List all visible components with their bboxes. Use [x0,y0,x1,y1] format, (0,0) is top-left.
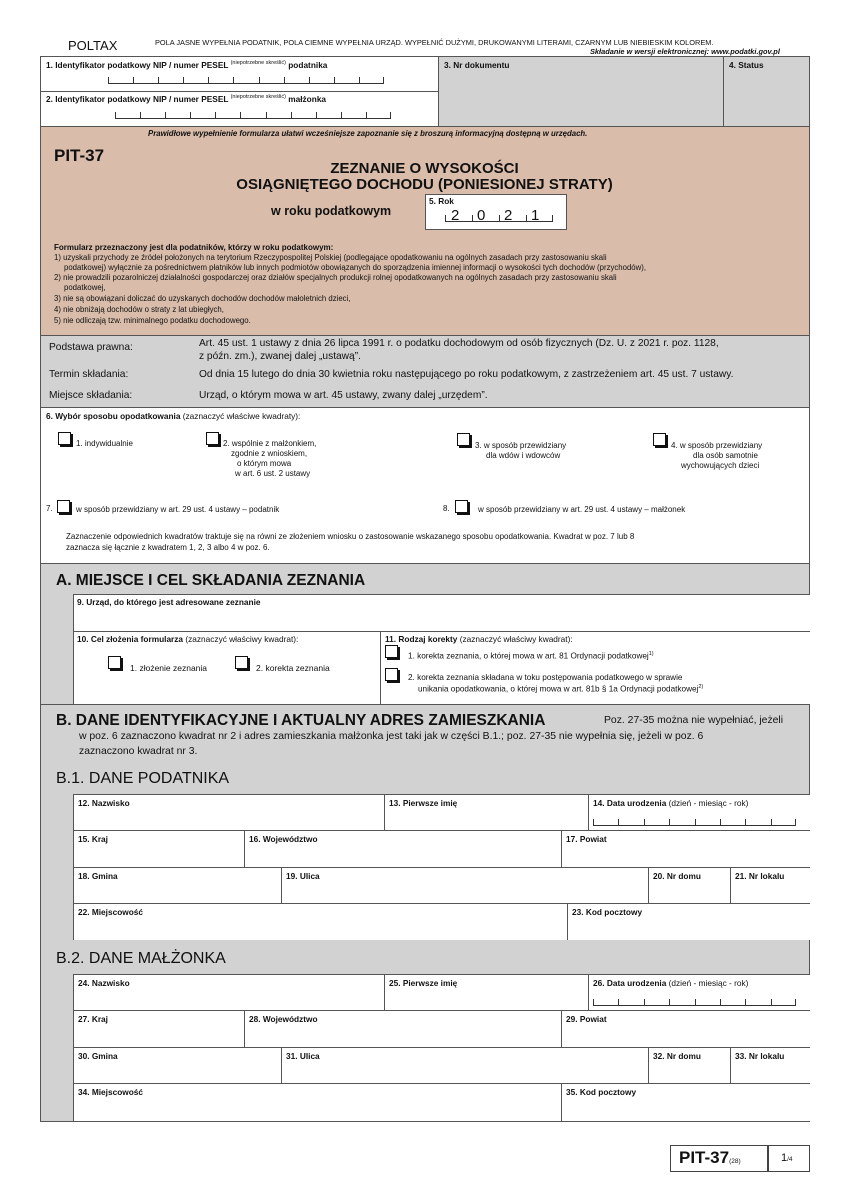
footer-page: 1/4 [781,1152,793,1164]
field-14-date-input[interactable] [593,820,796,826]
field-34-label: 34. Miejscowość [78,1087,144,1097]
taxation-opt2-checkbox[interactable] [206,432,219,445]
cell-tick [215,112,216,118]
cell-tick [499,215,500,221]
field-21-label: 21. Nr lokalu [735,871,785,881]
cell-tick [309,77,310,83]
field-30-label: 30. Gmina [78,1051,118,1061]
field-1-label: 1. Identyfikator podatkowy NIP / numer PESEL $^{(niepotrzebne skreślić)}$ podatnika [46,60,328,70]
cell-tick [695,819,696,825]
year-digit-2: 0 [477,207,486,224]
field-9-label: 9. Urząd, do którego jest adresowane zeznanie [77,597,261,607]
field-17-label: 17. Powiat [566,834,607,844]
taxation-opt2-line4: w art. 6 ust. 2 ustawy [235,469,311,478]
year-digit-3: 2 [504,207,513,224]
field-26-date-input[interactable] [593,1000,796,1006]
section-b-note-2: w poz. 6 zaznaczono kwadrat nr 2 i adres zamieszkania małżonka jest taki jak w części B.1.; poz. 27-35 nie wypełnia się, jeżeli w poz. 6 [79,731,704,742]
field-22-label: 22. Miejscowość [78,907,144,917]
cell-tick [593,819,594,825]
section-b-note-3: zaznaczono kwadrat nr 3. [79,746,198,757]
field-2-nip-input[interactable] [115,113,391,119]
year-digit-1: 2 [451,207,460,224]
cell-tick [158,77,159,83]
cell-tick [366,112,367,118]
field-26-label: 26. Data urodzenia (dzień - miesiąc - rok) [593,978,749,988]
field-28-label: 28. Województwo [249,1014,318,1024]
field-29-label: 29. Powiat [566,1014,607,1024]
header-instructions: POLA JASNE WYPEŁNIA PODATNIK, POLA CIEMNE WYPEŁNIA URZĄD. WYPEŁNIĆ DUŻYMI, DRUKOWANYMI LITERAMI, CZARNYM LUB NIEBIESKIM KOLOREM. [155,38,714,47]
taxation-note-2: zaznacza się łącznie z kwadratem 1, 2, 3 albo 4 w poz. 6. [66,543,270,552]
taxation-opt3-line2: dla wdów i wdowców [486,451,561,460]
section-b-note-1: Poz. 27-35 można nie wypełniać, jeżeli [604,715,784,726]
intended-item-5: 5) nie odliczają tzw. minimalnego podatku dochodowego. [54,316,251,325]
cell-tick [526,215,527,221]
field-10-opt2-label: 2. korekta zeznania [256,663,330,673]
cell-tick [108,77,109,83]
intended-item-2: 2) nie prowadzili pozarolniczej działalności gospodarczej oraz działów specjalnych produkcji rolnej opodatkowanych na ogólnych zasadach przy zastosowaniu skali [54,273,617,282]
cell-tick [745,819,746,825]
header-electronic-note: Składanie w wersji elektronicznej: www.podatki.gov.pl [590,47,780,56]
cell-tick [240,112,241,118]
title-block [41,127,809,335]
year-prefix: w roku podatkowym [271,204,392,218]
cell-tick [593,999,594,1005]
field-10-opt1-label: 1. złożenie zeznania [130,663,208,673]
field-11-opt1-label: 1. korekta zeznania, o której mowa w art. 81 Ordynacji podatkowej$^{1)}$ [408,651,654,661]
field-11-label: 11. Rodzaj korekty (zaznaczyć właściwy kwadrat): [385,634,573,644]
cell-tick [795,819,796,825]
cell-tick [644,819,645,825]
field-11-opt1-checkbox[interactable] [385,645,398,658]
taxation-opt8-checkbox[interactable] [455,500,468,513]
cell-tick [133,77,134,83]
intended-item-1b: podatkowej) wyłącznie za pośrednictwem płatników lub innych podmiotów obowiązanych do sporządzenia imiennej informacji o wysokości tych dochodów (przychodów), [64,263,647,272]
legal-basis-text-2: z późn. zm.), zwanej dalej „ustawą”. [199,351,361,362]
cell-tick [359,77,360,83]
taxation-label: 6. Wybór sposobu opodatkowania (zaznaczyć właściwe kwadraty): [46,411,301,421]
field-33-label: 33. Nr lokalu [735,1051,785,1061]
cell-tick [445,215,446,221]
place-label: Miejsce składania: [49,390,133,401]
cell-tick [266,112,267,118]
cell-tick [771,819,772,825]
cell-tick [745,999,746,1005]
section-a-title: A. MIEJSCE I CEL SKŁADANIA ZEZNANIA [56,572,366,589]
cell-tick [284,77,285,83]
cell-tick [291,112,292,118]
cell-tick [552,215,553,221]
field-3-label: 3. Nr dokumentu [444,60,510,70]
cell-tick [115,112,116,118]
deadline-label: Termin składania: [49,369,129,380]
section-b-title: B. DANE IDENTYFIKACYJNE I AKTUALNY ADRES ZAMIESZKANIA [56,712,546,729]
cell-tick [140,112,141,118]
info-line: Prawidłowe wypełnienie formularza ułatwi wcześniejsze zapoznanie się z broszurą informacyjną dostępną w urzędach. [148,129,588,138]
cell-tick [334,77,335,83]
cell-tick [644,999,645,1005]
field-1-nip-input[interactable] [108,78,384,84]
field-20-label: 20. Nr domu [653,871,701,881]
cell-tick [208,77,209,83]
field-25-label: 25. Pierwsze imię [389,978,458,988]
cell-tick [771,999,772,1005]
intended-item-1: 1) uzyskali przychody ze źródeł położonych na terytorium Rzeczypospolitej Polskiej (podlegające opodatkowaniu na ogólnych zasadach przy zastosowaniu skali [54,253,607,262]
intended-item-2b: podatkowej, [64,283,106,292]
taxation-opt2-line3: o którym mowa [237,459,292,468]
cell-tick [383,77,384,83]
field-31-label: 31. Ulica [286,1051,320,1061]
taxation-opt7-number: 7. [46,504,53,513]
cell-tick [183,77,184,83]
field-11-opt2-label-a: 2. korekta zeznania składana w toku postępowania podatkowego w sprawie [408,673,683,682]
field-27-label: 27. Kraj [78,1014,108,1024]
cell-tick [233,77,234,83]
taxation-opt8-label: w sposób przewidziany w art. 29 ust. 4 ustawy – małżonek [478,505,686,514]
field-15-label: 15. Kraj [78,834,108,844]
intended-item-3: 3) nie są obowiązani doliczać do uzyskanych dochodów dochodów małoletnich dzieci, [54,294,351,303]
intended-heading: Formularz przeznaczony jest dla podatników, którzy w roku podatkowym: [54,243,334,252]
field-10-label: 10. Cel złożenia formularza (zaznaczyć właściwy kwadrat): [77,634,299,644]
taxation-opt4-line3: wychowujących dzieci [681,461,760,470]
cell-tick [669,819,670,825]
cell-tick [341,112,342,118]
taxation-opt3-checkbox[interactable] [457,433,470,446]
cell-tick [618,819,619,825]
cell-tick [720,999,721,1005]
deadline-text: Od dnia 15 lutego do dnia 30 kwietnia roku następującego po roku podatkowym, z zastrzeżeniem art. 45 ust. 7 ustawy. [199,369,734,380]
taxation-opt7-label: w sposób przewidziany w art. 29 ust. 4 ustawy – podatnik [76,505,280,514]
form-brand: POLTAX [68,38,118,53]
b2-title: B.2. DANE MAŁŻONKA [56,950,226,967]
field-2-label: 2. Identyfikator podatkowy NIP / numer PESEL $^{(niepotrzebne skreślić)}$ małżonka [46,94,327,104]
field-19-label: 19. Ulica [286,871,320,881]
taxation-opt8-number: 8. [443,504,450,513]
field-10-opt2-checkbox[interactable] [235,656,248,669]
field-23-label: 23. Kod pocztowy [572,907,643,917]
cell-tick [795,999,796,1005]
taxation-opt4-line2: dla osób samotnie [693,451,758,460]
field-11-opt2-checkbox[interactable] [385,668,398,681]
cell-tick [618,999,619,1005]
intended-item-4: 4) nie obniżają dochodów o straty z lat ubiegłych, [54,305,224,314]
field-35-label: 35. Kod pocztowy [566,1087,637,1097]
taxation-opt1-checkbox[interactable] [58,432,71,445]
cell-tick [695,999,696,1005]
field-10-opt1-checkbox[interactable] [108,656,121,669]
field-24-label: 24. Nazwisko [78,978,130,988]
field-18-label: 18. Gmina [78,871,118,881]
taxation-opt2-line1: 2. wspólnie z małżonkiem, [223,439,317,448]
taxation-opt3-line1: 3. w sposób przewidziany [475,441,567,450]
cell-tick [472,215,473,221]
taxation-opt4-checkbox[interactable] [653,433,666,446]
year-digit-4: 1 [531,207,540,224]
form-title-line-2: OSIĄGNIĘTEGO DOCHODU (PONIESIONEJ STRATY) [236,176,613,193]
form-title-line-1: ZEZNANIE O WYSOKOŚCI [330,160,519,177]
taxation-note-1: Zaznaczenie odpowiednich kwadratów traktuje się na równi ze złożeniem wniosku o zastosowanie wskazanego sposobu opodatkowania. Kwadrat w poz. 7 lub 8 [66,532,635,541]
field-12-label: 12. Nazwisko [78,798,130,808]
cell-tick [316,112,317,118]
taxation-opt4-line1: 4. w sposób przewidziany [671,441,763,450]
cell-tick [190,112,191,118]
field-13-label: 13. Pierwsze imię [389,798,458,808]
field-4-label: 4. Status [729,60,764,70]
taxation-opt1-label: 1. indywidualnie [76,439,133,448]
legal-basis-label: Podstawa prawna: [49,342,133,353]
cell-tick [720,819,721,825]
cell-tick [165,112,166,118]
b1-title: B.1. DANE PODATNIKA [56,770,230,787]
year-label: 5. Rok [429,196,454,206]
field-16-label: 16. Województwo [249,834,318,844]
cell-tick [669,999,670,1005]
field-14-label: 14. Data urodzenia (dzień - miesiąc - rok) [593,798,749,808]
taxation-opt7-checkbox[interactable] [57,500,70,513]
taxation-opt2-line2: zgodnie z wnioskiem, [231,449,308,458]
field-32-label: 32. Nr domu [653,1051,701,1061]
cell-tick [259,77,260,83]
cell-tick [390,112,391,118]
form-code: PIT-37 [54,146,105,165]
footer-code: PIT-37(28) [679,1148,741,1167]
place-text: Urząd, o którym mowa w art. 45 ustawy, zwany dalej „urzędem”. [199,390,488,401]
legal-basis-text-1: Art. 45 ust. 1 ustawy z dnia 26 lipca 1991 r. o podatku dochodowym od osób fizycznych (Dz. U. z 2021 r. poz. 1128, [199,338,719,349]
field-11-opt2-label-b: unikania opodatkowania, o której mowa w art. 81b § 1a Ordynacji podatkowej$^{2)}$ [418,684,704,694]
